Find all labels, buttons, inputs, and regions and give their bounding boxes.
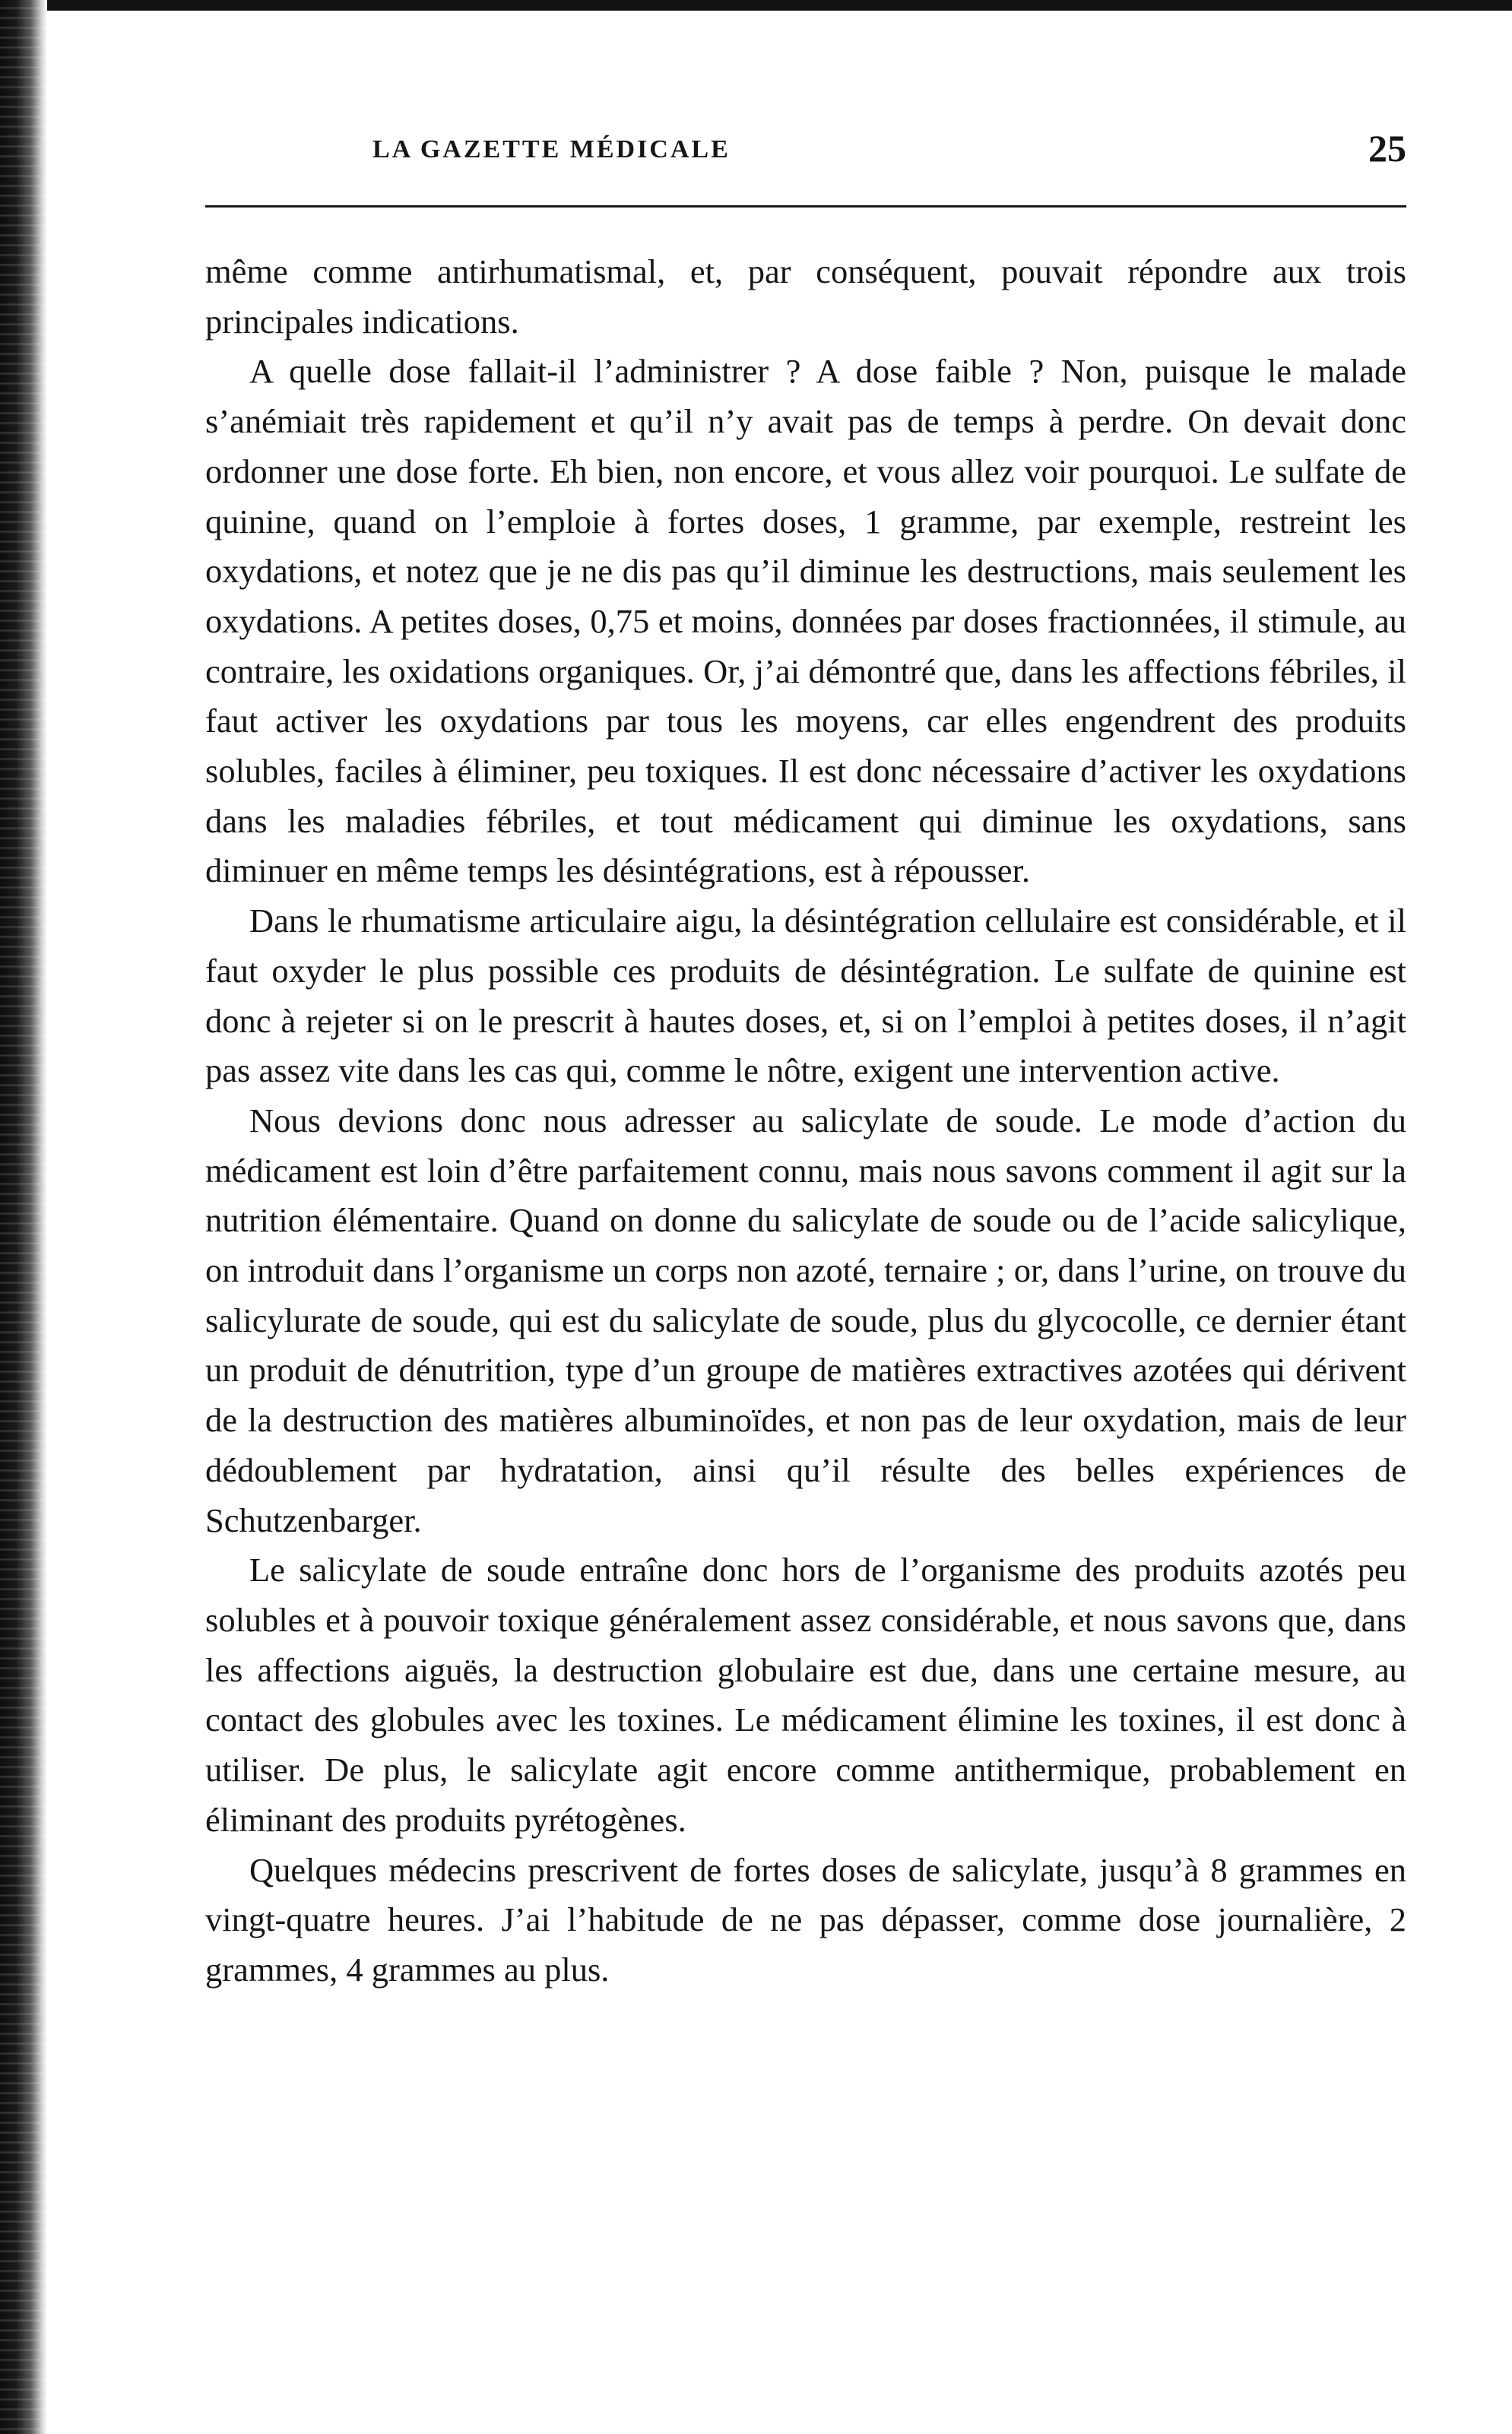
paragraph: Le salicylate de soude entraîne donc hors de l’organisme des produits azotés peu solubles et à pouvoir toxique généralement assez considérable, et nous savons que, dans les affections aiguës, la destruction globulaire est due, dans une certaine mesure, au contact des globules avec les toxines. Le médicament élimine les toxines, il est donc à utiliser. De plus, le salicylate agit encore comme antithermique, probablement en éliminant des produits pyrétogènes.: [205, 1551, 1406, 1839]
article-body: [205, 247, 1406, 1995]
paragraph: A quelle dose fallait-il l’administrer ? A dose faible ? Non, puisque le malade s’anémiait très rapidement et qu’il n’y avait pas de temps à perdre. On devait donc ordonner une dose forte. Eh bien, non encore, et vous allez voir pourquoi. Le sulfate de quinine, quand on l’emploie à fortes doses, 1 gramme, par exemple, restreint les oxydations, et notez que je ne dis pas qu’il diminue les destructions, mais seulement les oxydations. A petites doses, 0,75 et moins, données par doses fractionnées, il stimule, au contraire, les oxidations organiques. Or, j’ai démontré que, dans les affections fébriles, il faut activer les oxydations par tous les moyens, car elles engendrent des produits solubles, faciles à éliminer, peu toxiques. Il est donc nécessaire d’activer les oxydations dans les maladies fébriles, et tout médicament qui diminue les oxydations, sans diminuer en même temps les désintégrations, est à répousser.: [205, 352, 1406, 890]
paragraph: Dans le rhumatisme articulaire aigu, la désintégration cellulaire est considérable, et il faut oxyder le plus possible ces produits de désintégration. Le sulfate de quinine est donc à rejeter si on le prescrit à hautes doses, et, si on l’emploi à petites doses, il n’agit pas assez vite dans les cas qui, comme le nôtre, exigent une intervention active.: [205, 902, 1406, 1090]
running-title: LA GAZETTE MÉDICALE: [372, 135, 731, 163]
header-rule: [205, 205, 1406, 208]
paragraph: Quelques médecins prescrivent de fortes doses de salicylate, jusqu’à 8 grammes en vingt-quatre heures. J’ai l’habitude de ne pas dépasser, comme dose journalière, 2 grammes, 4 grammes au plus.: [205, 1850, 1406, 1989]
paragraph: même comme antirhumatismal, et, par conséquent, pouvait répondre aux trois principales indications.: [205, 252, 1406, 341]
scan-binding-edge: [0, 0, 47, 2434]
page-number: 25: [1368, 127, 1406, 170]
scan-top-border: [0, 0, 1512, 11]
paragraph: Nous devions donc nous adresser au salicylate de soude. Le mode d’action du médicament est loin d’être parfaitement connu, mais nous savons comment il agit sur la nutrition élémentaire. Quand on donne du salicylate de soude ou de l’acide salicylique, on introduit dans l’organisme un corps non azoté, ternaire ; or, dans l’urine, on trouve du salicylurate de soude, qui est du salicylate de soude, plus du glycocolle, ce dernier étant un produit de dénutrition, type d’un groupe de matières extractives azotées qui dérivent de la destruction des matières albuminoïdes, et non pas de leur oxydation, mais de leur dédoublement par hydratation, ainsi qu’il résulte des belles expériences de Schutzenbarger.: [205, 1101, 1406, 1539]
page-header: [205, 122, 1406, 182]
